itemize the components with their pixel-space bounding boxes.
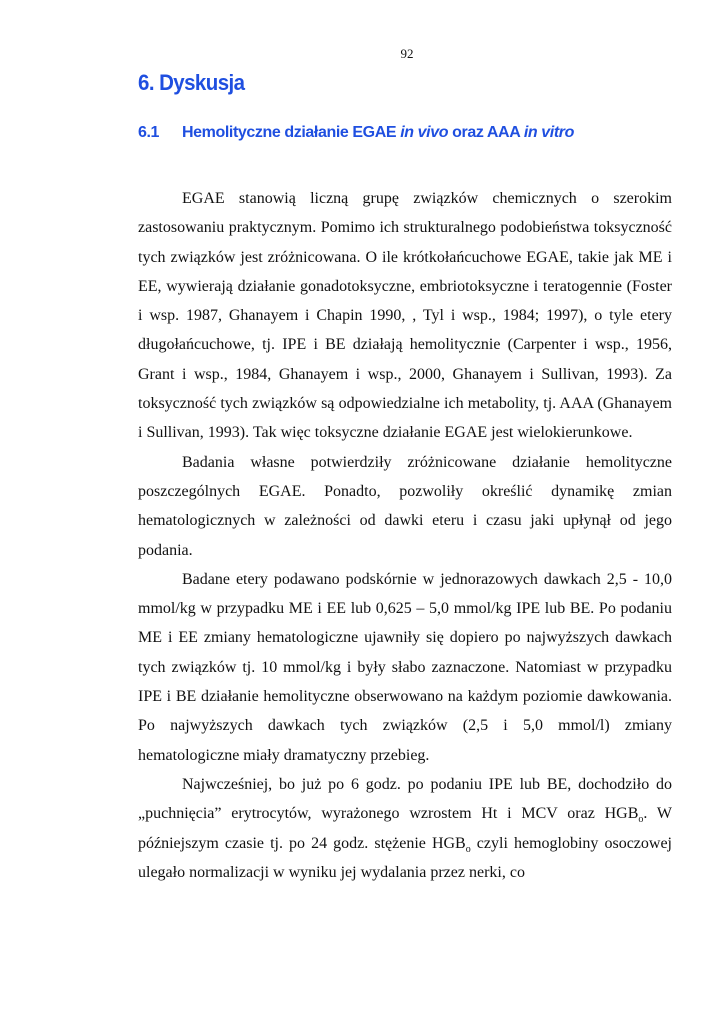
section-title-part1: Hemolityczne działanie EGAE: [182, 124, 401, 141]
chapter-title: 6. Dyskusja: [138, 70, 245, 95]
paragraph-3: Badane etery podawano podskórnie w jednorazowych dawkach 2,5 - 10,0 mmol/kg w przypadku ME i EE lub 0,625 – 5,0 mmol/kg IPE lub BE. Po podaniu ME i EE zmiany hematologiczne ujawniły się dopiero po najwyższych dawkach tych związków tj. 10 mmol/kg i były słabo zaznaczone. Natomiast w przypadku IPE i BE działanie hemolityczne obserwowano na każdym poziomie dawkowania. Po najwyższych dawkach tych związków (2,5 i 5,0 mmol/l) zmiany hematologiczne miały dramatyczny przebieg.: [138, 570, 672, 764]
section-title-italic2: in vitro: [523, 124, 574, 141]
body-text: [138, 184, 672, 887]
section-title-italic1: in vivo: [400, 124, 449, 141]
section-number: 6.1: [138, 124, 160, 141]
paragraph-4-part-c: czyli hemoglobiny osoczowej ulegało normalizacji w wyniku jej wydalania przez nerki, co: [138, 834, 673, 881]
paragraph-4-part-b: . W późniejszym czasie tj. po 24 godz. stężenie HGB: [138, 805, 673, 852]
subscript-o-2: o: [465, 843, 471, 855]
section-title-part2: oraz AAA: [448, 124, 524, 141]
page-number: 92: [400, 46, 414, 61]
paragraph-1: EGAE stanowią liczną grupę związków chemicznych o szerokim zastosowaniu praktycznym. Pomimo ich strukturalnego podobieństwa toksyczność tych związków jest zróżnicowana. O ile krótkołańcuchowe EGAE, takie jak ME i EE, wywierają działanie gonadotoksyczne, embriotoksyczne i teratogennie (Foster i wsp. 1987, Ghanayem i Chapin 1990, , Tyl i wsp., 1984; 1997), o tyle etery długołańcuchowe, tj. IPE i BE działają hemolitycznie (Carpenter i wsp., 1956, Grant i wsp., 1984, Ghanayem i wsp., 2000, Ghanayem i Sullivan, 1993). Za toksyczność tych związków są odpowiedzialne ich metabolity, tj. AAA (Ghanayem i Sullivan, 1993). Tak więc toksyczne działanie EGAE jest wielokierunkowe.: [138, 190, 672, 442]
subscript-o-1: o: [638, 814, 644, 826]
section-heading: [138, 124, 574, 142]
paragraph-4-part-a: Najwcześniej, bo już po 6 godz. po podaniu IPE lub BE, dochodziło do „puchnięcia” erytrocytów, wyrażonego wzrostem Ht i MCV oraz HGB: [138, 775, 672, 823]
paragraph-4: [138, 770, 672, 887]
paragraph-2: Badania własne potwierdziły zróżnicowane działanie hemolityczne poszczególnych EGAE. Ponadto, pozwoliły określić dynamikę zmian hematologicznych w zależności od dawki eteru i czasu jaki upłynął od jego podania.: [138, 453, 672, 559]
